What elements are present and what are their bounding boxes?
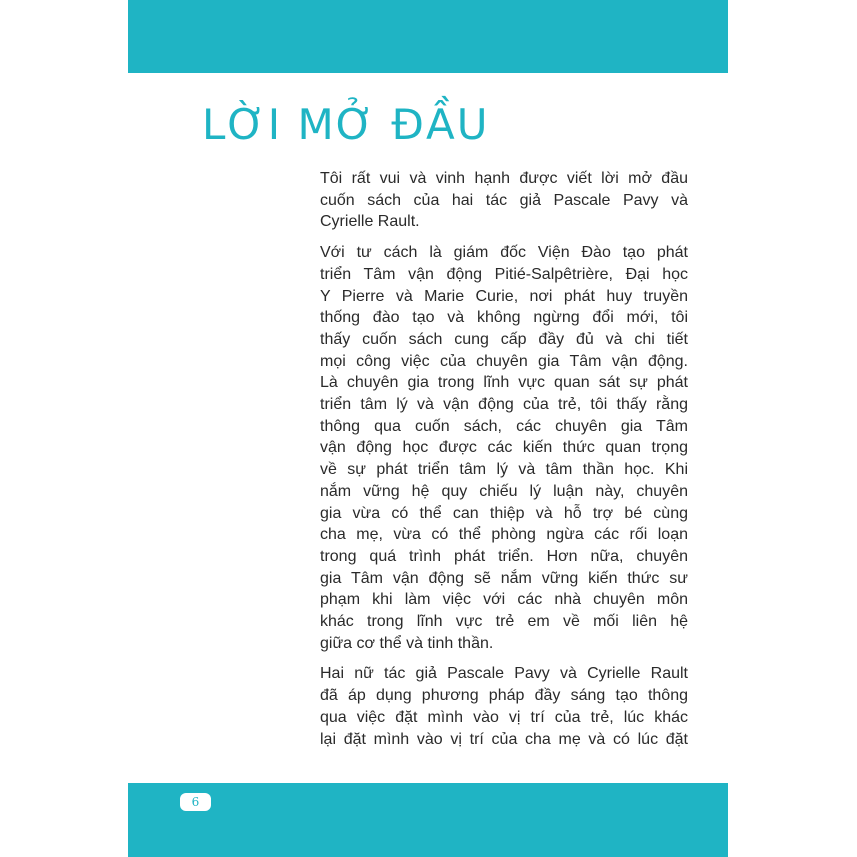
text-line: trong quá trình phát triển. Hơn nữa, chuyên <box>320 547 688 565</box>
text-line: Tôi rất vui và vinh hạnh được viết lời mở đầu <box>320 170 688 187</box>
text-line: gia vừa có thể can thiệp và hỗ trợ bé cùng <box>320 504 688 522</box>
book-page <box>128 0 728 857</box>
footer-band <box>128 783 728 857</box>
body-text <box>320 168 688 759</box>
text-line: giữa cơ thể và tinh thần. <box>320 634 494 652</box>
paragraph <box>320 663 688 750</box>
text-line: đã áp dụng phương pháp đầy sáng tạo thông <box>320 687 688 705</box>
text-line: Y Pierre và Marie Curie, nơi phát huy truyền <box>320 287 688 305</box>
text-line: phạm khi làm việc với các nhà chuyên môn <box>320 591 688 609</box>
text-line: lại đặt mình vào vị trí của cha mẹ và có lúc đặt <box>320 730 688 748</box>
text-line: triển Tâm vận động Pitié-Salpêtrière, Đại học <box>320 265 688 283</box>
text-line: khác trong lĩnh vực trẻ em về mối liên hệ <box>320 613 688 631</box>
page-number: 6 <box>180 793 211 811</box>
text-line: vận động học được các kiến thức quan trọng <box>320 439 688 457</box>
text-line: Là chuyên gia trong lĩnh vực quan sát sự phát <box>320 374 688 392</box>
text-line: thống đào tạo và không ngừng đổi mới, tôi <box>320 309 688 327</box>
text-line: Hai nữ tác giả Pascale Pavy và Cyrielle Rault <box>320 665 688 683</box>
text-line: triển tâm lý và vận động của trẻ, tôi thấy rằng <box>320 396 688 414</box>
text-line: thông qua cuốn sách, các chuyên gia Tâm <box>320 417 688 435</box>
text-line: Cyrielle Rault. <box>320 213 420 231</box>
header-band <box>128 0 728 73</box>
text-line: qua việc đặt mình vào vị trí của trẻ, lúc khác <box>320 708 688 726</box>
text-line: cha mẹ, vừa có thể phòng ngừa các rối loạn <box>320 526 688 544</box>
text-line: nắm vững hệ quy chiếu lý luận này, chuyên <box>320 482 688 500</box>
paragraph <box>320 242 688 654</box>
text-line: thấy cuốn sách cung cấp đầy đủ và chi tiết <box>320 330 688 348</box>
text-line: về sự phát triển tâm lý và tâm thần học. Khi <box>320 461 688 479</box>
text-line: Với tư cách là giám đốc Viện Đào tạo phát <box>320 244 688 262</box>
text-line: cuốn sách của hai tác giả Pascale Pavy và <box>320 191 688 209</box>
paragraph <box>320 168 688 233</box>
text-line: gia Tâm vận động sẽ nắm vững kiến thức sư <box>320 569 688 587</box>
text-line: mọi công việc của chuyên gia Tâm vận động. <box>320 352 688 370</box>
page-title: LỜI MỞ ĐẦU <box>202 100 490 149</box>
